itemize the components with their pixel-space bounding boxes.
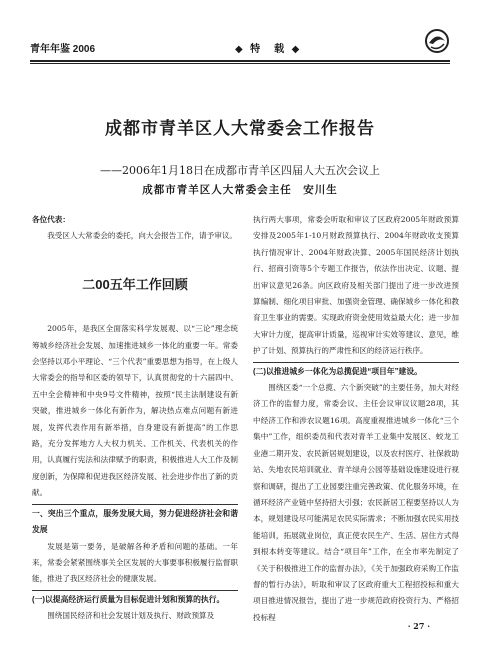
review-paragraph: 2005年，是我区全面落实科学发展观、以“三论”理念统筹城乡经济社会发展、加速推进城乡一体化的重要一年。常委会坚持以邓小平理论、“三个代表”重要思想为指导，在上级人大常委会的指导和区委的领导下，认真贯彻党的十六届四中、五中全会精神和中央9号文件精神，按照“民主法制建设有新突破，推进城乡一体化有新作为，解决热点难点问题有新进展，发挥代表作用有新举措，自身建设有新提高”的工作思路，充分发挥地方人大权力机关、工作机关、代表机关的作用，认真履行宪法和法律赋予的职责，积极推进人大工作及制度创新，为保障和促进我区经济发展、社会进步作出了新的贡献。 xyxy=(32,324,238,498)
salutation: 各位代表： xyxy=(32,215,70,224)
header-rule-thin xyxy=(30,63,450,64)
budget-paragraph: 执行两大事项，常委会听取和审议了区政府2005年财政预算安排及2005年1-10月财政预算执行、2004年财政收支预算执行情况审计、2004年财政决算、2005年国民经济计划执行、招商引资等5个专题工作报告，依法作出决定、议题、提出审议意见26条。向区政府及相关部门提出了进一步改进预算编制、细化项目审批、加强资金管理、确保城乡一体化和教育卫生事业的需要。实现政府资金使用效益最大化；进一步加大审计力度，提高审计质量，巡视审计实效等建议、意见，维护了计划、预算执行的严肃性和区的经济运行秩序。 xyxy=(253,215,459,356)
intro-paragraph: 我受区人大常委会的委托，向大会报告工作，请予审议。 xyxy=(47,231,238,241)
header-rule xyxy=(30,60,450,62)
article-author: 成都市青羊区人大常委会主任 安川生 xyxy=(142,184,338,196)
journal-name: 青年年鉴 2006 xyxy=(30,44,96,55)
section-label: ◆ 特 载 ◆ xyxy=(235,44,302,55)
section-title: 二00五年工作回顾 xyxy=(82,276,188,292)
article-title: 成都市青羊区人大常委会工作报告 xyxy=(105,119,375,139)
subheading-one: (一)以提高经济运行质量为目标促进计划和预算的执行。 xyxy=(32,594,225,604)
subheading-rule-two xyxy=(253,362,459,363)
heading-rule xyxy=(32,504,238,505)
subheading-rule xyxy=(32,590,238,591)
integration-paragraph: 围绕区委“一个总揽、六个新突破”的主要任务，加大对经济工作的监督力度，常委会议、主任会议审议议题28项，其中经济工作和涉农议题16项。高度重视推进城乡一体化“三个集中”工作，组织委员和代表对青羊工业集中发展区、蛟龙工业港二期开发、农民新居规划建设，以及农村医疗、社保救助站、失地农民培训就业、青羊绿舟公园等基础设施建设进行视察和调研，提出了工业园要注重完善政策、优化服务环境，在循环经济产业链中坚持招大引强；农民新居工程要坚持以人为本，规划建设尽可能满足农民实际需求；不断加强农民实用技能培训，拓展就业岗位，真正使农民生产、生活、居住方式得到根本转变等建议。结合“项目年”工作，在全市率先制定了《关于积极推进工作的监督办法》，《关于加强政府采购工作监督的暂行办法》，听取和审议了区政府重大工程招投标和重大项目推进情况报告，提出了进一步规范政府投资行为、严格招投标程 xyxy=(253,383,459,622)
page-header xyxy=(30,40,450,56)
plan-paragraph: 围绕国民经济和社会发展计划及执行、财政预算及 xyxy=(47,611,215,621)
decorative-emblem-icon xyxy=(424,28,450,54)
page-number: · 27 · xyxy=(407,621,430,631)
left-column xyxy=(32,212,238,625)
heading-one: 一、突出三个重点，服务发展大局，努力促进经济社会和谐发展 xyxy=(32,508,238,535)
development-paragraph: 发展是第一要务，是破解各种矛盾和问题的基础。一年来，常委会紧紧围绕事关全区发展的大事要事积极履行监督职能，推进了我区经济社会的健康发展。 xyxy=(32,541,238,584)
subheading-two: (二)以推进城乡一体化为总揽促进“项目年”建设。 xyxy=(253,366,422,376)
right-column xyxy=(253,212,459,626)
article-subtitle: ——2006年1月18日在成都市青羊区四届人大五次会议上 xyxy=(100,164,380,177)
